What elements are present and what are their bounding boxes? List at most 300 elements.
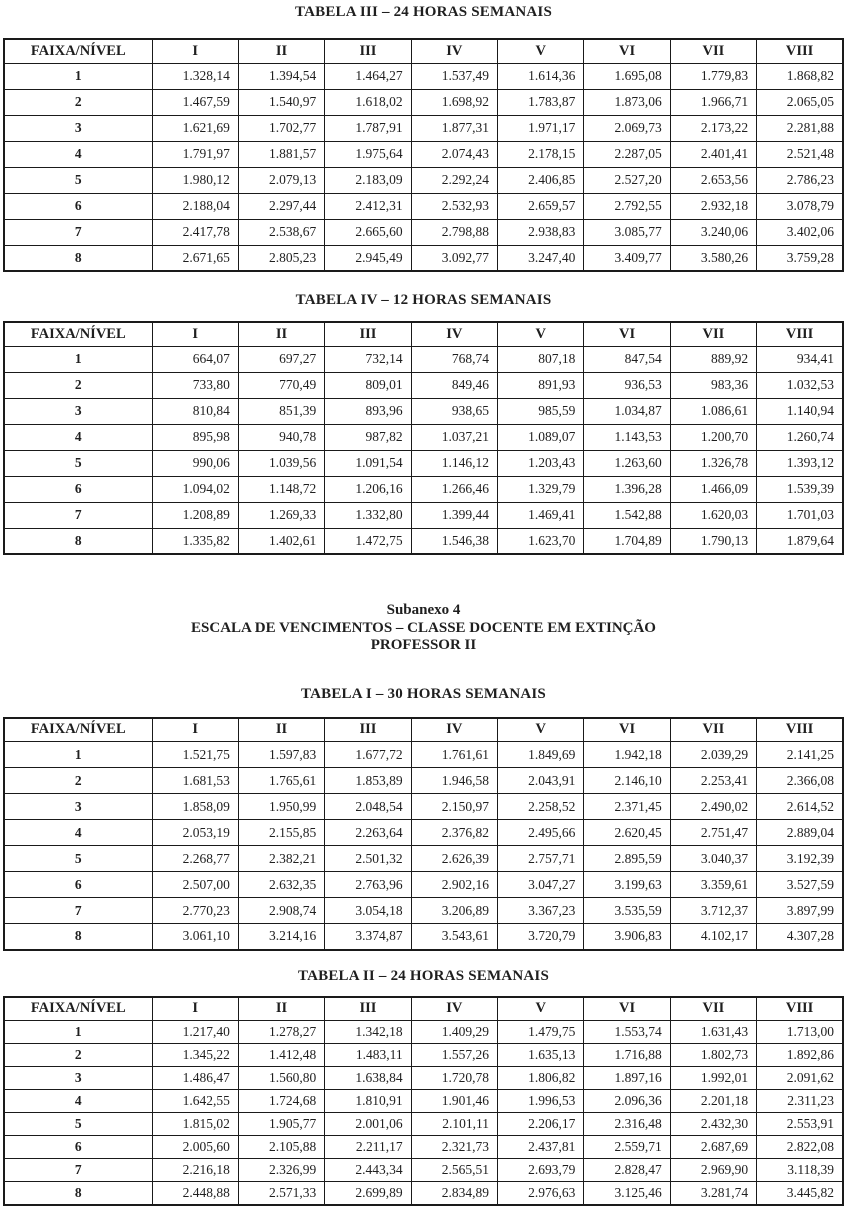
value-cell: 3.409,77	[584, 245, 670, 271]
value-cell: 1.479,75	[498, 1021, 584, 1044]
faixa-nivel-cell: 6	[4, 193, 152, 219]
value-cell: 2.448,88	[152, 1182, 238, 1205]
column-header: V	[498, 322, 584, 346]
value-cell: 1.597,83	[238, 742, 324, 768]
value-cell: 3.402,06	[757, 219, 843, 245]
value-cell: 2.105,88	[238, 1136, 324, 1159]
table-row	[4, 398, 843, 424]
table-row	[4, 372, 843, 398]
value-cell: 1.269,33	[238, 502, 324, 528]
value-cell: 3.061,10	[152, 924, 238, 950]
value-cell: 2.770,23	[152, 898, 238, 924]
value-cell: 2.069,73	[584, 115, 670, 141]
value-cell: 1.779,83	[670, 63, 756, 89]
value-cell: 3.759,28	[757, 245, 843, 271]
column-header: VIII	[757, 997, 843, 1021]
column-header: VII	[670, 39, 756, 63]
column-header: I	[152, 39, 238, 63]
value-cell: 2.292,24	[411, 167, 497, 193]
table-row	[4, 742, 843, 768]
value-cell: 1.553,74	[584, 1021, 670, 1044]
value-cell: 1.791,97	[152, 141, 238, 167]
value-cell: 2.889,04	[757, 820, 843, 846]
column-header: II	[238, 322, 324, 346]
value-cell: 2.326,99	[238, 1159, 324, 1182]
value-cell: 3.192,39	[757, 846, 843, 872]
table-row	[4, 89, 843, 115]
faixa-nivel-cell: 5	[4, 167, 152, 193]
value-cell: 697,27	[238, 346, 324, 372]
header-row	[4, 322, 843, 346]
value-cell: 1.335,82	[152, 528, 238, 554]
value-cell: 3.281,74	[670, 1182, 756, 1205]
value-cell: 2.751,47	[670, 820, 756, 846]
value-cell: 1.467,59	[152, 89, 238, 115]
value-cell: 1.980,12	[152, 167, 238, 193]
value-cell: 1.542,88	[584, 502, 670, 528]
value-cell: 1.881,57	[238, 141, 324, 167]
value-cell: 664,07	[152, 346, 238, 372]
value-cell: 3.712,37	[670, 898, 756, 924]
value-cell: 3.206,89	[411, 898, 497, 924]
value-cell: 1.326,78	[670, 450, 756, 476]
value-cell: 1.879,64	[757, 528, 843, 554]
value-cell: 1.399,44	[411, 502, 497, 528]
column-header: VII	[670, 997, 756, 1021]
value-cell: 3.720,79	[498, 924, 584, 950]
value-cell: 1.266,46	[411, 476, 497, 502]
value-cell: 1.783,87	[498, 89, 584, 115]
value-cell: 3.359,61	[670, 872, 756, 898]
value-cell: 3.535,59	[584, 898, 670, 924]
value-cell: 1.868,82	[757, 63, 843, 89]
value-cell: 1.765,61	[238, 768, 324, 794]
value-cell: 1.695,08	[584, 63, 670, 89]
faixa-nivel-cell: 1	[4, 346, 152, 372]
value-cell: 2.178,15	[498, 141, 584, 167]
value-cell: 1.720,78	[411, 1067, 497, 1090]
value-cell: 1.263,60	[584, 450, 670, 476]
value-cell: 1.971,17	[498, 115, 584, 141]
value-cell: 2.173,22	[670, 115, 756, 141]
value-cell: 1.618,02	[325, 89, 411, 115]
table-row	[4, 820, 843, 846]
value-cell: 2.614,52	[757, 794, 843, 820]
value-cell: 1.642,55	[152, 1090, 238, 1113]
table-row	[4, 219, 843, 245]
value-cell: 1.713,00	[757, 1021, 843, 1044]
value-cell: 770,49	[238, 372, 324, 398]
value-cell: 1.483,11	[325, 1044, 411, 1067]
value-cell: 732,14	[325, 346, 411, 372]
column-header: VIII	[757, 39, 843, 63]
value-cell: 4.307,28	[757, 924, 843, 950]
value-cell: 2.065,05	[757, 89, 843, 115]
value-cell: 1.975,64	[325, 141, 411, 167]
value-cell: 2.211,17	[325, 1136, 411, 1159]
subanexo-label: Subanexo 4	[386, 602, 461, 618]
value-cell: 1.635,13	[498, 1044, 584, 1067]
value-cell: 2.938,83	[498, 219, 584, 245]
table-row	[4, 1182, 843, 1205]
table-row	[4, 1067, 843, 1090]
value-cell: 2.932,18	[670, 193, 756, 219]
value-cell: 2.432,30	[670, 1113, 756, 1136]
table-title-tabela-ii: TABELA II – 24 HORAS SEMANAIS	[298, 967, 549, 984]
faixa-nivel-cell: 5	[4, 846, 152, 872]
value-cell: 2.699,89	[325, 1182, 411, 1205]
value-cell: 2.693,79	[498, 1159, 584, 1182]
table-row	[4, 476, 843, 502]
table-row	[4, 1159, 843, 1182]
value-cell: 2.687,69	[670, 1136, 756, 1159]
value-cell: 2.969,90	[670, 1159, 756, 1182]
faixa-nivel-cell: 1	[4, 63, 152, 89]
value-cell: 1.393,12	[757, 450, 843, 476]
table-row	[4, 193, 843, 219]
value-cell: 2.653,56	[670, 167, 756, 193]
column-header: FAIXA/NÍVEL	[4, 997, 152, 1021]
value-cell: 1.329,79	[498, 476, 584, 502]
value-cell: 1.091,54	[325, 450, 411, 476]
value-cell: 2.053,19	[152, 820, 238, 846]
value-cell: 1.486,47	[152, 1067, 238, 1090]
table-row	[4, 872, 843, 898]
value-cell: 2.417,78	[152, 219, 238, 245]
value-cell: 3.092,77	[411, 245, 497, 271]
table-row	[4, 1090, 843, 1113]
faixa-nivel-cell: 2	[4, 89, 152, 115]
value-cell: 2.443,34	[325, 1159, 411, 1182]
faixa-nivel-cell: 6	[4, 872, 152, 898]
table-title-tabela-iv: TABELA IV – 12 HORAS SEMANAIS	[295, 292, 552, 308]
value-cell: 2.437,81	[498, 1136, 584, 1159]
table-title-tabela-i: TABELA I – 30 HORAS SEMANAIS	[301, 685, 546, 702]
value-cell: 1.905,77	[238, 1113, 324, 1136]
column-header: IV	[411, 322, 497, 346]
value-cell: 1.466,09	[670, 476, 756, 502]
value-cell: 1.815,02	[152, 1113, 238, 1136]
value-cell: 2.571,33	[238, 1182, 324, 1205]
value-cell: 2.538,67	[238, 219, 324, 245]
faixa-nivel-cell: 4	[4, 141, 152, 167]
value-cell: 2.495,66	[498, 820, 584, 846]
table-row	[4, 502, 843, 528]
value-cell: 891,93	[498, 372, 584, 398]
value-cell: 2.671,65	[152, 245, 238, 271]
value-cell: 2.268,77	[152, 846, 238, 872]
value-cell: 2.521,48	[757, 141, 843, 167]
table-row	[4, 846, 843, 872]
value-cell: 3.118,39	[757, 1159, 843, 1182]
value-cell: 849,46	[411, 372, 497, 398]
value-cell: 1.143,53	[584, 424, 670, 450]
value-cell: 1.034,87	[584, 398, 670, 424]
value-cell: 1.681,53	[152, 768, 238, 794]
value-cell: 1.787,91	[325, 115, 411, 141]
value-cell: 2.376,82	[411, 820, 497, 846]
faixa-nivel-cell: 3	[4, 794, 152, 820]
value-cell: 1.200,70	[670, 424, 756, 450]
column-header: FAIXA/NÍVEL	[4, 39, 152, 63]
column-header: FAIXA/NÍVEL	[4, 322, 152, 346]
value-cell: 2.798,88	[411, 219, 497, 245]
value-cell: 4.102,17	[670, 924, 756, 950]
value-cell: 1.724,68	[238, 1090, 324, 1113]
value-cell: 1.332,80	[325, 502, 411, 528]
value-cell: 3.247,40	[498, 245, 584, 271]
value-cell: 1.394,54	[238, 63, 324, 89]
value-cell: 2.401,41	[670, 141, 756, 167]
faixa-nivel-cell: 4	[4, 424, 152, 450]
value-cell: 2.626,39	[411, 846, 497, 872]
value-cell: 2.101,11	[411, 1113, 497, 1136]
value-cell: 2.822,08	[757, 1136, 843, 1159]
value-cell: 2.297,44	[238, 193, 324, 219]
value-cell: 2.565,51	[411, 1159, 497, 1182]
value-cell: 1.217,40	[152, 1021, 238, 1044]
value-cell: 2.281,88	[757, 115, 843, 141]
value-cell: 2.406,85	[498, 167, 584, 193]
value-cell: 2.532,93	[411, 193, 497, 219]
value-cell: 2.155,85	[238, 820, 324, 846]
column-header: II	[238, 39, 324, 63]
value-cell: 1.539,39	[757, 476, 843, 502]
column-header: V	[498, 718, 584, 742]
value-cell: 1.032,53	[757, 372, 843, 398]
value-cell: 2.258,52	[498, 794, 584, 820]
faixa-nivel-cell: 6	[4, 476, 152, 502]
faixa-nivel-cell: 7	[4, 898, 152, 924]
header-row	[4, 718, 843, 742]
value-cell: 1.761,61	[411, 742, 497, 768]
value-cell: 2.321,73	[411, 1136, 497, 1159]
value-cell: 1.039,56	[238, 450, 324, 476]
column-header: III	[325, 39, 411, 63]
table-row	[4, 794, 843, 820]
salary-table-tabela-iv-12h	[3, 321, 844, 555]
value-cell: 893,96	[325, 398, 411, 424]
value-cell: 1.620,03	[670, 502, 756, 528]
value-cell: 1.464,27	[325, 63, 411, 89]
value-cell: 1.806,82	[498, 1067, 584, 1090]
value-cell: 2.902,16	[411, 872, 497, 898]
value-cell: 2.001,06	[325, 1113, 411, 1136]
table-row	[4, 898, 843, 924]
value-cell: 1.208,89	[152, 502, 238, 528]
value-cell: 3.897,99	[757, 898, 843, 924]
table-row	[4, 924, 843, 950]
value-cell: 2.786,23	[757, 167, 843, 193]
column-header: V	[498, 997, 584, 1021]
value-cell: 3.445,82	[757, 1182, 843, 1205]
table-row	[4, 346, 843, 372]
value-cell: 1.342,18	[325, 1021, 411, 1044]
value-cell: 2.945,49	[325, 245, 411, 271]
value-cell: 2.412,31	[325, 193, 411, 219]
value-cell: 768,74	[411, 346, 497, 372]
value-cell: 1.614,36	[498, 63, 584, 89]
value-cell: 1.946,58	[411, 768, 497, 794]
value-cell: 2.311,23	[757, 1090, 843, 1113]
value-cell: 1.950,99	[238, 794, 324, 820]
value-cell: 3.125,46	[584, 1182, 670, 1205]
salary-table-tabela-iii-24h	[3, 38, 844, 272]
value-cell: 1.877,31	[411, 115, 497, 141]
value-cell: 807,18	[498, 346, 584, 372]
column-header: VI	[584, 322, 670, 346]
column-header: III	[325, 322, 411, 346]
table-title-tabela-iii: TABELA III – 24 HORAS SEMANAIS	[294, 4, 553, 20]
value-cell: 2.263,64	[325, 820, 411, 846]
value-cell: 1.996,53	[498, 1090, 584, 1113]
value-cell: 2.763,96	[325, 872, 411, 898]
value-cell: 2.043,91	[498, 768, 584, 794]
value-cell: 2.490,02	[670, 794, 756, 820]
faixa-nivel-cell: 7	[4, 219, 152, 245]
value-cell: 1.557,26	[411, 1044, 497, 1067]
column-header: IV	[411, 39, 497, 63]
column-header: VI	[584, 718, 670, 742]
column-header: VI	[584, 39, 670, 63]
faixa-nivel-cell: 2	[4, 372, 152, 398]
column-header: VII	[670, 718, 756, 742]
faixa-nivel-cell: 5	[4, 450, 152, 476]
value-cell: 2.079,13	[238, 167, 324, 193]
table-row	[4, 528, 843, 554]
value-cell: 2.559,71	[584, 1136, 670, 1159]
value-cell: 3.214,16	[238, 924, 324, 950]
value-cell: 2.828,47	[584, 1159, 670, 1182]
value-cell: 1.546,38	[411, 528, 497, 554]
value-cell: 1.623,70	[498, 528, 584, 554]
value-cell: 2.659,57	[498, 193, 584, 219]
faixa-nivel-cell: 3	[4, 398, 152, 424]
faixa-nivel-cell: 4	[4, 820, 152, 846]
value-cell: 2.507,00	[152, 872, 238, 898]
value-cell: 1.892,86	[757, 1044, 843, 1067]
value-cell: 2.091,62	[757, 1067, 843, 1090]
table-row	[4, 63, 843, 89]
value-cell: 1.412,48	[238, 1044, 324, 1067]
value-cell: 851,39	[238, 398, 324, 424]
column-header: VIII	[757, 322, 843, 346]
value-cell: 2.620,45	[584, 820, 670, 846]
value-cell: 810,84	[152, 398, 238, 424]
value-cell: 1.540,97	[238, 89, 324, 115]
value-cell: 2.005,60	[152, 1136, 238, 1159]
value-cell: 3.047,27	[498, 872, 584, 898]
value-cell: 2.141,25	[757, 742, 843, 768]
value-cell: 1.698,92	[411, 89, 497, 115]
value-cell: 1.853,89	[325, 768, 411, 794]
value-cell: 2.074,43	[411, 141, 497, 167]
value-cell: 1.901,46	[411, 1090, 497, 1113]
faixa-nivel-cell: 5	[4, 1113, 152, 1136]
faixa-nivel-cell: 2	[4, 1044, 152, 1067]
value-cell: 895,98	[152, 424, 238, 450]
value-cell: 1.146,12	[411, 450, 497, 476]
value-cell: 3.054,18	[325, 898, 411, 924]
value-cell: 3.374,87	[325, 924, 411, 950]
table-row	[4, 1044, 843, 1067]
value-cell: 1.521,75	[152, 742, 238, 768]
value-cell: 2.792,55	[584, 193, 670, 219]
value-cell: 1.278,27	[238, 1021, 324, 1044]
faixa-nivel-cell: 8	[4, 1182, 152, 1205]
value-cell: 2.253,41	[670, 768, 756, 794]
value-cell: 2.146,10	[584, 768, 670, 794]
value-cell: 2.150,97	[411, 794, 497, 820]
value-cell: 2.371,45	[584, 794, 670, 820]
faixa-nivel-cell: 1	[4, 742, 152, 768]
value-cell: 2.382,21	[238, 846, 324, 872]
faixa-nivel-cell: 8	[4, 924, 152, 950]
column-header: VI	[584, 997, 670, 1021]
value-cell: 2.048,54	[325, 794, 411, 820]
value-cell: 2.096,36	[584, 1090, 670, 1113]
value-cell: 1.638,84	[325, 1067, 411, 1090]
value-cell: 934,41	[757, 346, 843, 372]
value-cell: 2.287,05	[584, 141, 670, 167]
value-cell: 1.701,03	[757, 502, 843, 528]
value-cell: 847,54	[584, 346, 670, 372]
faixa-nivel-cell: 8	[4, 245, 152, 271]
value-cell: 3.199,63	[584, 872, 670, 898]
table-row	[4, 141, 843, 167]
salary-table-tabela-ii-24h	[3, 996, 844, 1206]
column-header: III	[325, 997, 411, 1021]
value-cell: 1.094,02	[152, 476, 238, 502]
value-cell: 3.085,77	[584, 219, 670, 245]
value-cell: 2.834,89	[411, 1182, 497, 1205]
value-cell: 3.580,26	[670, 245, 756, 271]
value-cell: 1.810,91	[325, 1090, 411, 1113]
value-cell: 987,82	[325, 424, 411, 450]
faixa-nivel-cell: 4	[4, 1090, 152, 1113]
value-cell: 3.367,23	[498, 898, 584, 924]
column-header: II	[238, 997, 324, 1021]
table-row	[4, 167, 843, 193]
value-cell: 936,53	[584, 372, 670, 398]
value-cell: 1.942,18	[584, 742, 670, 768]
value-cell: 1.472,75	[325, 528, 411, 554]
column-header: VIII	[757, 718, 843, 742]
value-cell: 1.148,72	[238, 476, 324, 502]
value-cell: 2.201,18	[670, 1090, 756, 1113]
value-cell: 1.203,43	[498, 450, 584, 476]
value-cell: 2.188,04	[152, 193, 238, 219]
value-cell: 2.316,48	[584, 1113, 670, 1136]
table-row	[4, 1136, 843, 1159]
value-cell: 3.527,59	[757, 872, 843, 898]
table-row	[4, 450, 843, 476]
faixa-nivel-cell: 6	[4, 1136, 152, 1159]
value-cell: 2.976,63	[498, 1182, 584, 1205]
value-cell: 2.183,09	[325, 167, 411, 193]
value-cell: 1.140,94	[757, 398, 843, 424]
value-cell: 2.553,91	[757, 1113, 843, 1136]
value-cell: 1.469,41	[498, 502, 584, 528]
faixa-nivel-cell: 8	[4, 528, 152, 554]
value-cell: 2.632,35	[238, 872, 324, 898]
value-cell: 3.078,79	[757, 193, 843, 219]
faixa-nivel-cell: 7	[4, 502, 152, 528]
value-cell: 1.396,28	[584, 476, 670, 502]
table-row	[4, 1113, 843, 1136]
subanexo-heading	[0, 602, 847, 655]
value-cell: 1.409,29	[411, 1021, 497, 1044]
